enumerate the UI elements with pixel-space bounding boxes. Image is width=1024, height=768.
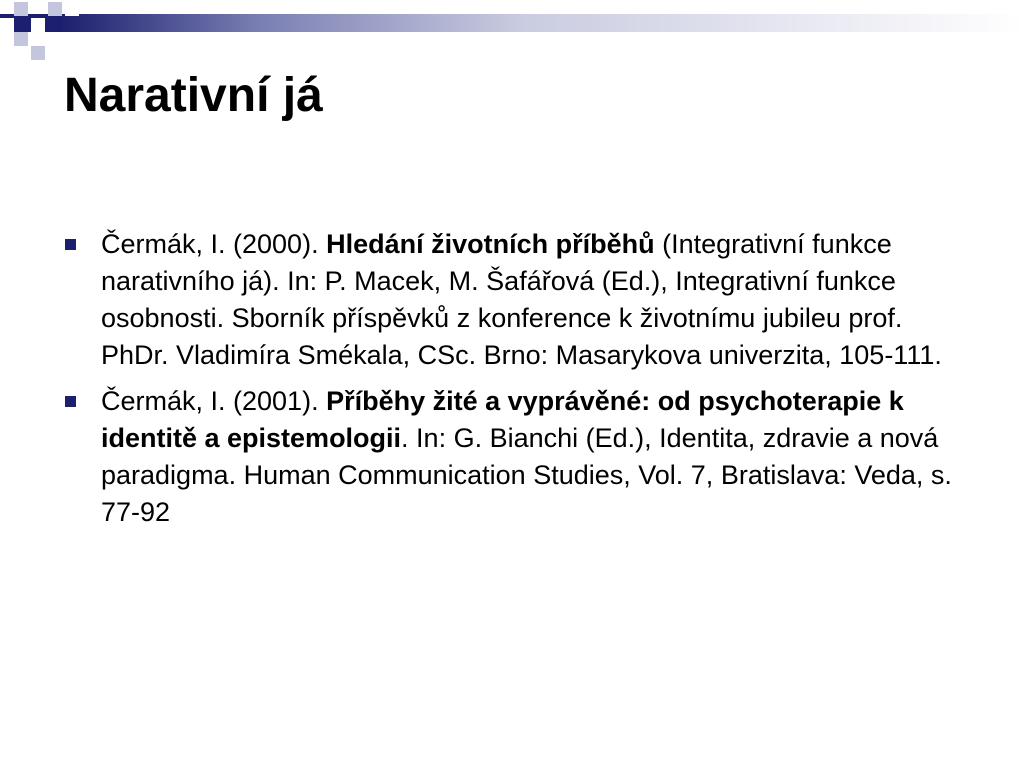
square-bullet-icon <box>65 396 76 407</box>
reference-title: Hledání životních příběhů <box>326 229 655 259</box>
reference-item <box>62 226 972 374</box>
header-gradient-bar <box>0 14 1024 32</box>
decor-square <box>14 32 28 46</box>
reference-details: . In: G. Bianchi (Ed.), Identita, zdravie a nová paradigma. Human Communication Studies, Vol. 7, Bratislava: Veda, s. 77-92 <box>101 423 952 527</box>
decor-square <box>14 2 28 16</box>
decor-square <box>48 18 62 32</box>
slide-title: Narativní já <box>64 69 323 122</box>
reference-title: Příběhy žité a vyprávěné: od psychoterapie k identitě a epistemologii <box>101 386 904 453</box>
reference-item <box>62 383 972 531</box>
reference-authors: Čermák, I. (2000). <box>101 229 327 259</box>
reference-details: (Integrativní funkce narativního já). In: P. Macek, M. Šafářová (Ed.), Integrativní funkce osobnosti. Sborník příspěvků z konference k životnímu jubileu prof. PhDr. Vladimíra Smékala, CSc. Brno: Masarykova univerzita, 105-111. <box>101 229 942 370</box>
decor-square <box>65 2 79 16</box>
decor-square <box>0 18 14 32</box>
reference-authors: Čermák, I. (2001). <box>101 386 327 416</box>
square-bullet-icon <box>65 239 76 250</box>
decor-square <box>31 46 45 60</box>
decor-square <box>48 2 62 16</box>
decor-square <box>31 18 45 32</box>
reference-list <box>62 226 972 540</box>
